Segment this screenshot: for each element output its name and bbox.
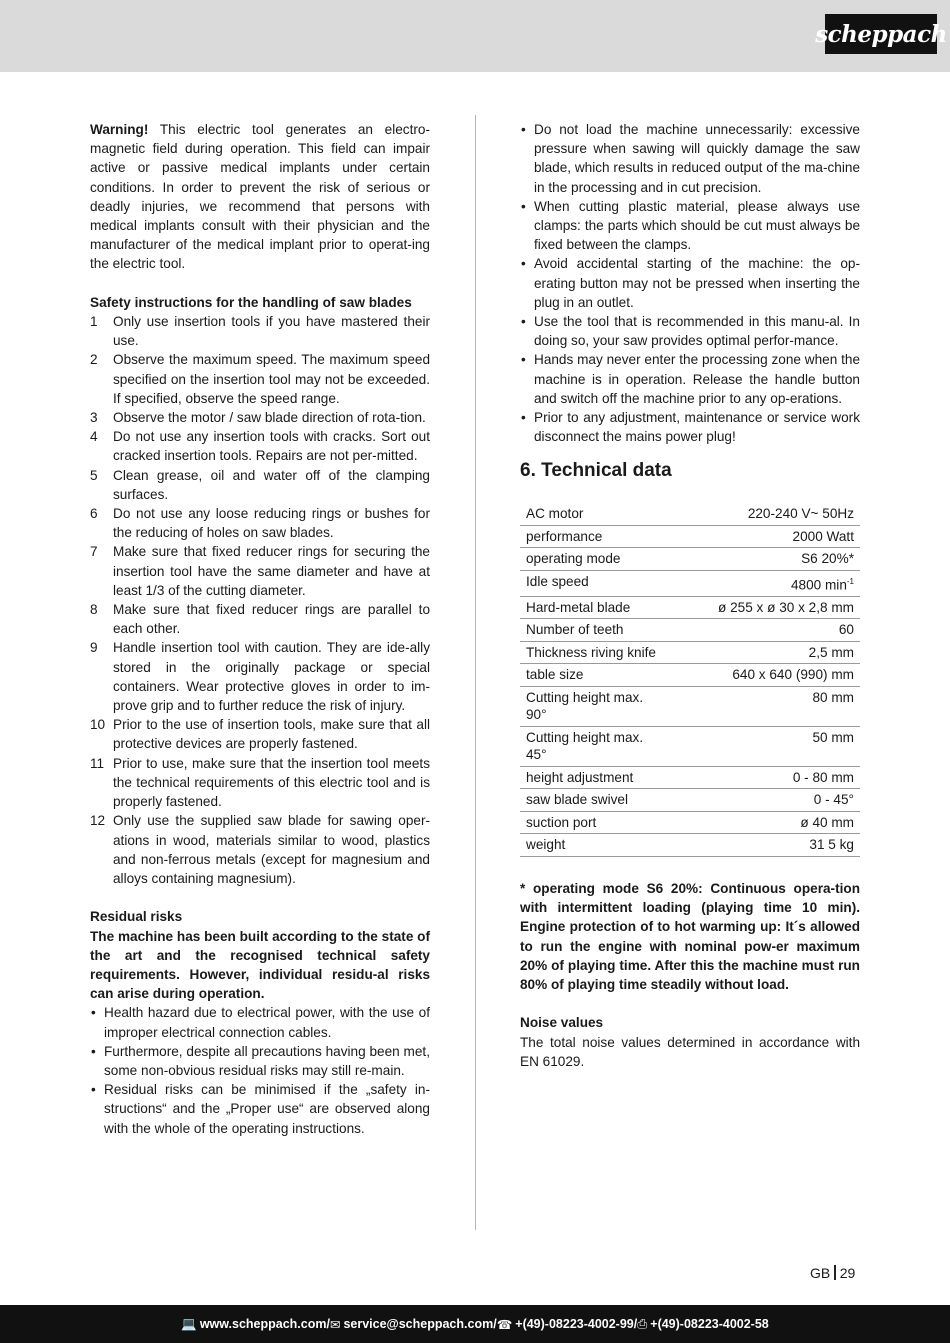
- item-text: Only use insertion tools if you have mastered their use.: [113, 314, 430, 349]
- saw-blade-item: [90, 312, 430, 350]
- residual-risk-item: [90, 1042, 430, 1080]
- spec-label: AC motor: [520, 503, 670, 525]
- spec-label: Number of teeth: [520, 619, 670, 642]
- noise-values-text: The total noise values determined in accordance with EN 61029.: [520, 1034, 860, 1069]
- table-row: [520, 789, 860, 812]
- spec-value-text: 80 mm: [812, 689, 854, 705]
- operation-tip-item: [520, 120, 860, 197]
- item-number: 11: [90, 755, 105, 771]
- spec-value-text: 640 x 640 (990) mm: [732, 667, 854, 683]
- spec-value: [670, 525, 860, 548]
- table-row: [520, 726, 860, 766]
- spec-label: Cutting height max. 45°: [520, 726, 670, 766]
- bullet-icon: •: [521, 256, 526, 272]
- item-number: 7: [90, 544, 98, 560]
- item-number: 10: [90, 717, 106, 733]
- saw-blade-item: [90, 427, 430, 465]
- spec-label: operating mode: [520, 548, 670, 571]
- spec-value: [670, 811, 860, 834]
- spec-value: [670, 834, 860, 857]
- item-number: 5: [90, 467, 98, 483]
- item-text: Prior to use, make sure that the insertion tool meets the technical requirements of this electric tool and is properly fastened.: [113, 755, 430, 810]
- item-text: Residual risks can be minimised if the „safety in-structions“ and the „Proper use“ are observed along with the whole of the operating instructions.: [104, 1082, 430, 1136]
- residual-risks-list: [90, 1003, 430, 1137]
- spec-value-text: 220-240 V~ 50Hz: [747, 506, 854, 522]
- saw-blade-item: [90, 600, 430, 638]
- header-bar: [0, 0, 950, 72]
- spec-value-text: ø 40 mm: [800, 814, 854, 830]
- noise-values-heading: Noise values: [520, 1015, 604, 1031]
- item-text: When cutting plastic material, please always use clamps: the parts which should be cut must always be fixed between the clamps.: [534, 198, 860, 253]
- bullet-icon: •: [521, 314, 526, 330]
- spec-label: table size: [520, 664, 670, 687]
- saw-blade-item: [90, 542, 430, 600]
- item-text: Use the tool that is recommended in this manu-al. In doing so, your saw provides optimal perfor-mance.: [534, 314, 860, 349]
- spec-value-text: 0 - 80 mm: [792, 769, 854, 785]
- saw-blade-item: [90, 504, 430, 542]
- spec-value: [670, 664, 860, 687]
- bullet-icon: •: [521, 410, 526, 426]
- spec-value: [670, 596, 860, 619]
- item-text: Health hazard due to electrical power, with the use of improper electrical connection cables.: [104, 1005, 430, 1040]
- item-text: Do not use any loose reducing rings or bushes for the reducing of holes on saw blades.: [113, 506, 430, 541]
- footer-separator: /: [326, 1317, 330, 1331]
- bullet-icon: •: [91, 1082, 96, 1098]
- item-text: Handle insertion tool with caution. They are ide-ally stored in the originally package or special containers. Wear protective gloves in order to im-prove grip and to further reduce the risk of injury.: [113, 640, 430, 714]
- spec-label: suction port: [520, 811, 670, 834]
- spec-value-text: S6 20%*: [801, 551, 854, 567]
- item-number: 12: [90, 813, 106, 829]
- item-text: Prior to the use of insertion tools, make sure that all protective devices are properly fastened.: [113, 717, 430, 752]
- table-row: [520, 766, 860, 789]
- table-row: [520, 834, 860, 857]
- item-number: 1: [90, 314, 98, 330]
- item-text: Only use the supplied saw blade for sawing oper-ations in wood, materials similar to wood, plastics and non-ferrous metals (except for magnesium and alloys containing magnesium).: [113, 813, 430, 886]
- saw-blade-list: [90, 312, 430, 888]
- item-text: Avoid accidental starting of the machine: the op-erating button may not be pressed when inserting the plug in an outlet.: [534, 256, 860, 310]
- operation-tip-item: [520, 312, 860, 350]
- item-text: Clean grease, oil and water off of the clamping surfaces.: [113, 467, 430, 502]
- spec-value: [670, 503, 860, 525]
- item-text: Make sure that fixed reducer rings for securing the insertion tool have the same diameter and have at least 1/3 of the cutting diameter.: [113, 544, 430, 598]
- saw-blade-item: [90, 466, 430, 504]
- item-text: Furthermore, despite all precautions having been met, some non-obvious residual risks may still re-main.: [104, 1043, 430, 1078]
- spec-label: weight: [520, 834, 670, 857]
- item-number: 6: [90, 506, 98, 522]
- page-lang: GB: [810, 1265, 831, 1281]
- bullet-icon: •: [91, 1005, 96, 1021]
- operation-tip-item: [520, 408, 860, 446]
- computer-icon: 💻: [181, 1316, 197, 1331]
- residual-risks-heading: Residual risks: [90, 909, 183, 925]
- saw-blade-item: [90, 715, 430, 753]
- item-text: Do not load the machine unnecessarily: excessive pressure when sawing will quickly damage the saw blade, which results in reduced output of the ma-chine in the processing and in cut precision.: [534, 122, 860, 195]
- left-column: [90, 120, 430, 1138]
- spec-value-text: 31 5 kg: [809, 837, 854, 853]
- footer-phone: +(49)-08223-4002-99: [515, 1317, 634, 1331]
- footer-bar: [0, 1305, 950, 1343]
- spec-label: Thickness riving knife: [520, 641, 670, 664]
- bullet-icon: •: [521, 122, 526, 137]
- table-row: [520, 619, 860, 642]
- spec-label: Cutting height max. 90°: [520, 686, 670, 726]
- spec-value-text: ø 255 x ø 30 x 2,8 mm: [718, 599, 854, 615]
- page-num: 29: [839, 1265, 856, 1281]
- spec-value: [670, 766, 860, 789]
- page-number: [810, 1265, 855, 1281]
- spec-value-text: 2000 Watt: [792, 528, 854, 544]
- saw-blade-heading: Safety instructions for the handling of saw blades: [90, 294, 412, 310]
- fax-icon: ⎙: [637, 1316, 648, 1331]
- column-divider: [475, 115, 476, 1230]
- spec-value: [670, 570, 860, 596]
- item-number: 3: [90, 410, 98, 426]
- table-row: [520, 503, 860, 525]
- spec-value-text: 50 mm: [812, 729, 854, 745]
- spec-value: [670, 619, 860, 642]
- table-row: [520, 596, 860, 619]
- item-text: Observe the motor / saw blade direction of rota-tion.: [113, 410, 426, 426]
- saw-blade-item: [90, 811, 430, 888]
- warning-text: This electric tool generates an electro-magnetic field during operation. This field can impair active or passive medical implants under certain conditions. In order to prevent the risk of serious or deadly injuries, we recommend that persons with medical implants consult with their physician and the manufacturer of the medical implant prior to operat-ing the electric tool.: [90, 122, 430, 272]
- spec-value-text: 60: [838, 622, 854, 638]
- residual-risk-item: [90, 1080, 430, 1138]
- operation-tips-list: [520, 120, 860, 446]
- table-row: [520, 525, 860, 548]
- spec-label: height adjustment: [520, 766, 670, 789]
- spec-label: performance: [520, 525, 670, 548]
- item-number: 9: [90, 640, 98, 656]
- spec-value-text: 2,5 mm: [808, 644, 854, 660]
- residual-risks-intro: The machine has been built according to the state of the art and the recognised technical safety requirements. However, individual residu-al risks can arise during operation.: [90, 928, 430, 1002]
- bullet-icon: •: [521, 198, 526, 214]
- item-number: 8: [90, 602, 98, 618]
- table-row: [520, 664, 860, 687]
- table-row: [520, 811, 860, 834]
- residual-risk-item: [90, 1003, 430, 1041]
- item-number: 4: [90, 429, 98, 445]
- spec-value: [670, 726, 860, 766]
- spec-label: saw blade swivel: [520, 789, 670, 812]
- footer-website[interactable]: www.scheppach.com: [199, 1317, 327, 1331]
- spec-value-text: 0 - 45°: [813, 792, 854, 808]
- saw-blade-item: [90, 754, 430, 812]
- spec-label: Idle speed: [520, 570, 670, 596]
- operation-tip-item: [520, 350, 860, 408]
- operating-mode-note: * operating mode S6 20%: Continuous opera-tion with intermittent loading (playing time 10 min). Engine protection of to hot warming up: It´s allowed to run the engine with nominal pow-er maximum 20% of playing time. After this the machine must run 80% of playing time steadily without load.: [520, 880, 860, 992]
- spec-value: [670, 641, 860, 664]
- saw-blade-item: [90, 638, 430, 715]
- spec-value: [670, 686, 860, 726]
- saw-blade-item: [90, 350, 430, 408]
- operation-tip-item: [520, 197, 860, 255]
- footer-separator: /: [633, 1317, 638, 1331]
- technical-data-table: [520, 503, 860, 857]
- bullet-icon: •: [91, 1043, 96, 1059]
- bullet-icon: •: [521, 352, 526, 368]
- footer-email[interactable]: service@scheppach.com: [343, 1317, 494, 1331]
- spec-value-text: 4800 min: [790, 577, 847, 593]
- technical-data-title: 6. Technical data: [520, 460, 672, 482]
- spec-value: [670, 789, 860, 812]
- table-row: [520, 548, 860, 571]
- footer-separator: /: [493, 1317, 497, 1331]
- warning-paragraph: [90, 120, 430, 274]
- spec-superscript: -1: [846, 576, 854, 586]
- phone-icon: ☎: [496, 1317, 513, 1332]
- saw-blade-item: [90, 408, 430, 427]
- item-text: Hands may never enter the processing zone when the machine is in operation. Release the handle button and switch off the machine prior to any op-erations.: [534, 352, 860, 406]
- table-row: [520, 641, 860, 664]
- warning-label: Warning!: [90, 122, 149, 137]
- footer-fax: +(49)-08223-4002-58: [650, 1317, 769, 1331]
- item-text: Observe the maximum speed. The maximum speed specified on the insertion tool may not be exceeded. If specified, observe the speed range.: [113, 352, 430, 406]
- spec-value: [670, 548, 860, 571]
- spec-label: Hard-metal blade: [520, 596, 670, 619]
- table-row: [520, 686, 860, 726]
- brand-logo: scheppach: [825, 14, 937, 54]
- item-text: Do not use any insertion tools with cracks. Sort out cracked insertion tools. Repairs are not per-mitted.: [113, 429, 430, 464]
- operation-tip-item: [520, 254, 860, 312]
- mail-icon: ✉: [329, 1317, 341, 1332]
- table-row: [520, 570, 860, 596]
- item-number: 2: [90, 352, 98, 368]
- item-text: Make sure that fixed reducer rings are parallel to each other.: [113, 602, 430, 637]
- right-column: [520, 120, 860, 1071]
- item-text: Prior to any adjustment, maintenance or service work disconnect the mains power plug!: [534, 410, 860, 445]
